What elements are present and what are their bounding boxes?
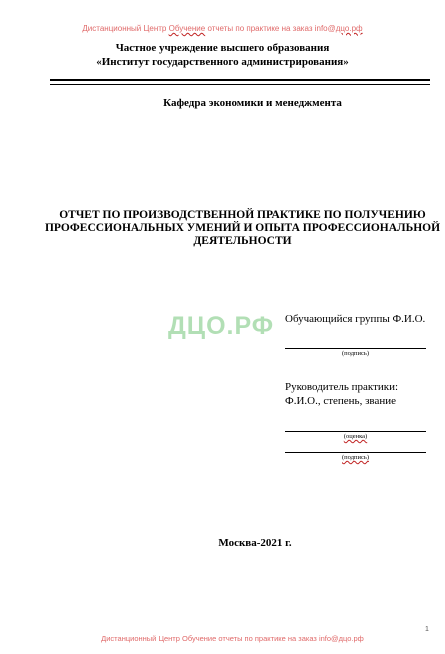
supervisor-details: Ф.И.О., степень, звание <box>285 395 397 407</box>
supervisor-label: Руководитель практики: <box>285 381 399 393</box>
logo-text: ДЦО.РФ <box>168 312 275 340</box>
grade-caption-text: (оценка) <box>343 433 368 440</box>
report-title: ОТЧЕТ ПО ПРОИЗВОДСТВЕННОЙ ПРАКТИКЕ ПО ПОЛУЧЕНИЮ ПРОФЕССИОНАЛЬНЫХ УМЕНИЙ И ОПЫТА ПРОФЕССИОНАЛЬНОЙ ДЕЯТЕЛЬНОСТИ <box>44 209 441 247</box>
student-signature-caption: (подпись) <box>342 350 369 357</box>
student-label: Обучающийся группы Ф.И.О. <box>285 313 426 325</box>
footer-watermark: Дистанционный Центр Обучение отчеты по практике на заказ info@дцо.рф <box>101 634 364 643</box>
page-number: 1 <box>425 626 429 633</box>
supervisor-signature-caption <box>285 454 426 461</box>
institution-line-2: «Институт государственного администрирования» <box>96 56 349 68</box>
student-signature-line <box>285 348 426 349</box>
city-year: Москва-2021 г. <box>218 537 292 549</box>
watermark-part-2: Обучение <box>168 24 206 33</box>
department-name: Кафедра экономики и менеджмента <box>163 97 342 109</box>
dco-logo-watermark <box>168 312 274 341</box>
header-rule-thick <box>50 79 430 81</box>
watermark-part-5: дцо.рф <box>335 24 363 33</box>
watermark-part-4: info@ <box>314 24 336 33</box>
header-watermark <box>0 24 445 33</box>
watermark-part-1: Дистанционный Центр <box>82 24 167 33</box>
header-rule-thin <box>50 84 430 85</box>
grade-line <box>285 431 426 432</box>
supervisor-signature-line <box>285 452 426 453</box>
watermark-part-3: отчеты по практике на заказ <box>207 24 313 33</box>
supervisor-signature-caption-text: (подпись) <box>342 454 369 461</box>
grade-caption <box>285 433 426 440</box>
institution-line-1: Частное учреждение высшего образования <box>115 42 330 54</box>
